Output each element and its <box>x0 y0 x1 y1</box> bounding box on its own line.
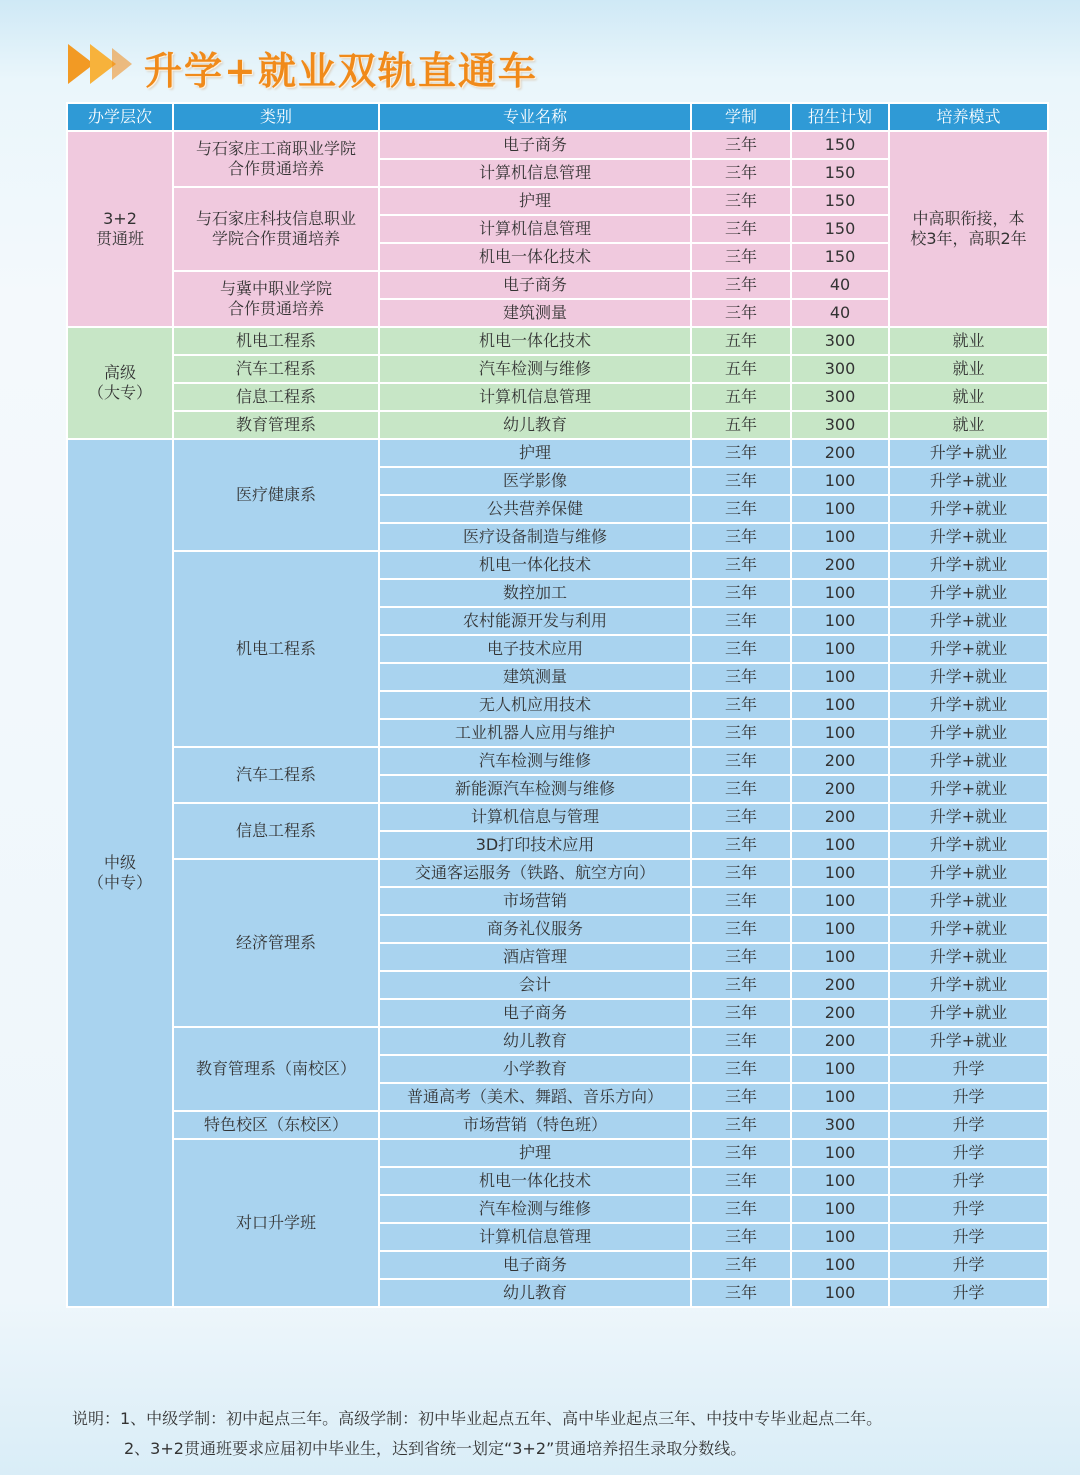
category-cell: 汽车工程系 <box>173 747 379 803</box>
years-cell: 三年 <box>691 635 791 663</box>
category-cell: 与石家庄科技信息职业 学院合作贯通培养 <box>173 187 379 271</box>
plan-cell: 100 <box>791 719 889 747</box>
plan-cell: 100 <box>791 467 889 495</box>
level-cell: 3+2 贯通班 <box>67 131 173 327</box>
major-cell: 建筑测量 <box>379 663 691 691</box>
category-cell: 特色校区（东校区） <box>173 1111 379 1139</box>
major-cell: 医疗设备制造与维修 <box>379 523 691 551</box>
mode-cell: 升学+就业 <box>889 915 1048 943</box>
years-cell: 三年 <box>691 159 791 187</box>
table-row <box>67 355 1048 383</box>
category-cell: 与冀中职业学院 合作贯通培养 <box>173 271 379 327</box>
plan-cell: 100 <box>791 943 889 971</box>
mode-cell: 就业 <box>889 355 1048 383</box>
mode-cell: 升学+就业 <box>889 1027 1048 1055</box>
major-cell: 电子技术应用 <box>379 635 691 663</box>
mode-cell: 升学 <box>889 1055 1048 1083</box>
plan-cell: 100 <box>791 663 889 691</box>
years-cell: 三年 <box>691 999 791 1027</box>
mode-cell: 升学+就业 <box>889 719 1048 747</box>
plan-cell: 100 <box>791 915 889 943</box>
header-level: 办学层次 <box>67 103 173 131</box>
category-cell: 机电工程系 <box>173 551 379 747</box>
mode-cell: 升学+就业 <box>889 999 1048 1027</box>
years-cell: 三年 <box>691 719 791 747</box>
plan-cell: 100 <box>791 1223 889 1251</box>
table-row <box>67 383 1048 411</box>
years-cell: 三年 <box>691 299 791 327</box>
mode-cell: 升学+就业 <box>889 607 1048 635</box>
table-row <box>67 747 1048 775</box>
table-row <box>67 131 1048 159</box>
years-cell: 三年 <box>691 859 791 887</box>
years-cell: 三年 <box>691 439 791 467</box>
mode-cell: 升学+就业 <box>889 971 1048 999</box>
major-cell: 交通客运服务（铁路、航空方向） <box>379 859 691 887</box>
plan-cell: 300 <box>791 327 889 355</box>
mode-cell: 升学+就业 <box>889 691 1048 719</box>
years-cell: 三年 <box>691 1111 791 1139</box>
category-cell: 医疗健康系 <box>173 439 379 551</box>
category-cell: 机电工程系 <box>173 327 379 355</box>
major-cell: 计算机信息与管理 <box>379 803 691 831</box>
major-cell: 计算机信息管理 <box>379 383 691 411</box>
plan-cell: 300 <box>791 411 889 439</box>
years-cell: 三年 <box>691 1139 791 1167</box>
years-cell: 三年 <box>691 1055 791 1083</box>
mode-cell: 升学 <box>889 1083 1048 1111</box>
notes <box>72 1404 1062 1464</box>
years-cell: 五年 <box>691 411 791 439</box>
years-cell: 三年 <box>691 943 791 971</box>
category-cell: 教育管理系 <box>173 411 379 439</box>
header-major: 专业名称 <box>379 103 691 131</box>
table-row <box>67 327 1048 355</box>
plan-cell: 100 <box>791 1195 889 1223</box>
major-cell: 汽车检测与维修 <box>379 747 691 775</box>
plan-cell: 200 <box>791 1027 889 1055</box>
table-row <box>67 1111 1048 1139</box>
years-cell: 三年 <box>691 495 791 523</box>
years-cell: 三年 <box>691 607 791 635</box>
years-cell: 三年 <box>691 523 791 551</box>
major-cell: 3D打印技术应用 <box>379 831 691 859</box>
category-cell: 汽车工程系 <box>173 355 379 383</box>
years-cell: 三年 <box>691 775 791 803</box>
years-cell: 三年 <box>691 579 791 607</box>
mode-cell: 升学+就业 <box>889 635 1048 663</box>
major-cell: 商务礼仪服务 <box>379 915 691 943</box>
mode-cell: 升学+就业 <box>889 579 1048 607</box>
level-cell: 高级 （大专） <box>67 327 173 439</box>
mode-cell: 升学 <box>889 1167 1048 1195</box>
plan-cell: 200 <box>791 439 889 467</box>
years-cell: 三年 <box>691 1167 791 1195</box>
years-cell: 五年 <box>691 327 791 355</box>
plan-cell: 300 <box>791 383 889 411</box>
plan-cell: 100 <box>791 495 889 523</box>
plan-cell: 150 <box>791 131 889 159</box>
major-cell: 计算机信息管理 <box>379 215 691 243</box>
mode-cell: 升学 <box>889 1139 1048 1167</box>
major-cell: 电子商务 <box>379 999 691 1027</box>
major-cell: 计算机信息管理 <box>379 1223 691 1251</box>
years-cell: 三年 <box>691 803 791 831</box>
years-cell: 三年 <box>691 1223 791 1251</box>
mode-cell: 就业 <box>889 327 1048 355</box>
table-header-row <box>67 103 1048 131</box>
plan-cell: 200 <box>791 747 889 775</box>
years-cell: 三年 <box>691 1083 791 1111</box>
major-cell: 公共营养保健 <box>379 495 691 523</box>
table-row <box>67 1027 1048 1055</box>
major-cell: 会计 <box>379 971 691 999</box>
mode-cell: 升学 <box>889 1223 1048 1251</box>
mode-cell: 升学+就业 <box>889 747 1048 775</box>
mode-cell: 升学+就业 <box>889 775 1048 803</box>
header-category: 类别 <box>173 103 379 131</box>
mode-cell: 升学 <box>889 1251 1048 1279</box>
mode-cell: 中高职衔接，本 校3年，高职2年 <box>889 131 1048 327</box>
mode-cell: 升学+就业 <box>889 495 1048 523</box>
major-cell: 酒店管理 <box>379 943 691 971</box>
years-cell: 五年 <box>691 355 791 383</box>
major-cell: 建筑测量 <box>379 299 691 327</box>
plan-cell: 150 <box>791 187 889 215</box>
enrollment-table <box>66 102 1049 1308</box>
plan-cell: 150 <box>791 215 889 243</box>
major-cell: 市场营销 <box>379 887 691 915</box>
years-cell: 三年 <box>691 691 791 719</box>
plan-cell: 100 <box>791 1167 889 1195</box>
years-cell: 三年 <box>691 915 791 943</box>
plan-cell: 100 <box>791 691 889 719</box>
mode-cell: 升学+就业 <box>889 523 1048 551</box>
years-cell: 三年 <box>691 551 791 579</box>
table-row <box>67 1139 1048 1167</box>
major-cell: 普通高考（美术、舞蹈、音乐方向） <box>379 1083 691 1111</box>
plan-cell: 100 <box>791 1139 889 1167</box>
header-years: 学制 <box>691 103 791 131</box>
years-cell: 三年 <box>691 131 791 159</box>
mode-cell: 升学+就业 <box>889 943 1048 971</box>
table-row <box>67 859 1048 887</box>
plan-cell: 200 <box>791 971 889 999</box>
plan-cell: 100 <box>791 831 889 859</box>
years-cell: 三年 <box>691 467 791 495</box>
level-cell: 中级 （中专） <box>67 439 173 1307</box>
mode-cell: 升学 <box>889 1279 1048 1307</box>
plan-cell: 200 <box>791 551 889 579</box>
major-cell: 护理 <box>379 187 691 215</box>
major-cell: 市场营销（特色班） <box>379 1111 691 1139</box>
mode-cell: 升学+就业 <box>889 467 1048 495</box>
mode-cell: 升学+就业 <box>889 551 1048 579</box>
major-cell: 护理 <box>379 1139 691 1167</box>
plan-cell: 200 <box>791 999 889 1027</box>
years-cell: 三年 <box>691 271 791 299</box>
major-cell: 机电一体化技术 <box>379 551 691 579</box>
plan-cell: 150 <box>791 243 889 271</box>
major-cell: 幼儿教育 <box>379 1027 691 1055</box>
years-cell: 三年 <box>691 663 791 691</box>
years-cell: 三年 <box>691 747 791 775</box>
plan-cell: 100 <box>791 1279 889 1307</box>
years-cell: 三年 <box>691 831 791 859</box>
table-row <box>67 411 1048 439</box>
years-cell: 三年 <box>691 887 791 915</box>
plan-cell: 100 <box>791 1083 889 1111</box>
major-cell: 计算机信息管理 <box>379 159 691 187</box>
years-cell: 三年 <box>691 1027 791 1055</box>
table-row <box>67 551 1048 579</box>
major-cell: 护理 <box>379 439 691 467</box>
mode-cell: 升学+就业 <box>889 859 1048 887</box>
years-cell: 三年 <box>691 187 791 215</box>
major-cell: 汽车检测与维修 <box>379 1195 691 1223</box>
years-cell: 三年 <box>691 1279 791 1307</box>
category-cell: 信息工程系 <box>173 803 379 859</box>
major-cell: 新能源汽车检测与维修 <box>379 775 691 803</box>
years-cell: 三年 <box>691 243 791 271</box>
mode-cell: 升学+就业 <box>889 663 1048 691</box>
plan-cell: 150 <box>791 159 889 187</box>
category-cell: 教育管理系（南校区） <box>173 1027 379 1111</box>
mode-cell: 就业 <box>889 383 1048 411</box>
plan-cell: 100 <box>791 887 889 915</box>
plan-cell: 100 <box>791 1251 889 1279</box>
plan-cell: 300 <box>791 355 889 383</box>
category-cell: 经济管理系 <box>173 859 379 1027</box>
plan-cell: 40 <box>791 299 889 327</box>
plan-cell: 300 <box>791 1111 889 1139</box>
major-cell: 幼儿教育 <box>379 1279 691 1307</box>
major-cell: 电子商务 <box>379 1251 691 1279</box>
plan-cell: 40 <box>791 271 889 299</box>
plan-cell: 100 <box>791 635 889 663</box>
major-cell: 机电一体化技术 <box>379 243 691 271</box>
mode-cell: 升学 <box>889 1195 1048 1223</box>
category-cell: 对口升学班 <box>173 1139 379 1307</box>
major-cell: 电子商务 <box>379 271 691 299</box>
major-cell: 工业机器人应用与维护 <box>379 719 691 747</box>
plan-cell: 100 <box>791 579 889 607</box>
major-cell: 医学影像 <box>379 467 691 495</box>
plan-cell: 100 <box>791 859 889 887</box>
header-mode: 培养模式 <box>889 103 1048 131</box>
plan-cell: 200 <box>791 775 889 803</box>
note-2: 2、3+2贯通班要求应届初中毕业生，达到省统一划定“3+2”贯通培养招生录取分数线。 <box>124 1439 747 1458</box>
major-cell: 小学教育 <box>379 1055 691 1083</box>
major-cell: 农村能源开发与利用 <box>379 607 691 635</box>
table-row <box>67 803 1048 831</box>
major-cell: 电子商务 <box>379 131 691 159</box>
table-row <box>67 439 1048 467</box>
years-cell: 三年 <box>691 971 791 999</box>
page-header <box>66 30 1046 94</box>
page-title: 升学+就业双轨直通车 <box>144 48 538 93</box>
years-cell: 五年 <box>691 383 791 411</box>
major-cell: 汽车检测与维修 <box>379 355 691 383</box>
category-cell: 信息工程系 <box>173 383 379 411</box>
category-cell: 与石家庄工商职业学院 合作贯通培养 <box>173 131 379 187</box>
years-cell: 三年 <box>691 1251 791 1279</box>
major-cell: 无人机应用技术 <box>379 691 691 719</box>
plan-cell: 100 <box>791 607 889 635</box>
note-1: 说明：1、中级学制：初中起点三年。高级学制：初中毕业起点五年、高中毕业起点三年、中技中专毕业起点二年。 <box>72 1409 883 1428</box>
mode-cell: 升学+就业 <box>889 831 1048 859</box>
plan-cell: 100 <box>791 1055 889 1083</box>
years-cell: 三年 <box>691 215 791 243</box>
major-cell: 机电一体化技术 <box>379 327 691 355</box>
plan-cell: 200 <box>791 803 889 831</box>
major-cell: 幼儿教育 <box>379 411 691 439</box>
header-plan: 招生计划 <box>791 103 889 131</box>
major-cell: 数控加工 <box>379 579 691 607</box>
mode-cell: 升学+就业 <box>889 803 1048 831</box>
mode-cell: 升学 <box>889 1111 1048 1139</box>
major-cell: 机电一体化技术 <box>379 1167 691 1195</box>
plan-cell: 100 <box>791 523 889 551</box>
double-arrow-icon <box>68 44 132 84</box>
years-cell: 三年 <box>691 1195 791 1223</box>
mode-cell: 就业 <box>889 411 1048 439</box>
mode-cell: 升学+就业 <box>889 887 1048 915</box>
mode-cell: 升学+就业 <box>889 439 1048 467</box>
